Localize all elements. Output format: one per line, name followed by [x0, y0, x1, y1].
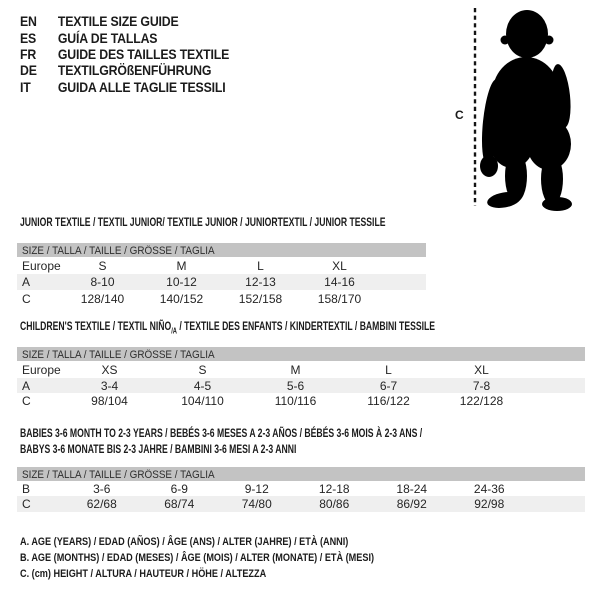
row-label: C: [22, 497, 31, 511]
table-cell: 62/68: [86, 497, 117, 511]
row-label: Europe: [22, 362, 61, 377]
table-cell: S: [198, 362, 207, 377]
table-cell: 116/122: [367, 394, 410, 408]
junior-section-title: JUNIOR TEXTILE / TEXTIL JUNIOR/ TEXTILE JUNIOR / JUNIORTEXTIL / JUNIOR TESSILE: [20, 215, 386, 229]
table-row-height: [17, 496, 585, 512]
language-label: GUIDA ALLE TAGLIE TESSILI: [57, 78, 226, 95]
language-label: GUÍA DE TALLAS: [57, 29, 158, 46]
language-row-it: [20, 79, 229, 95]
table-row-europe: [17, 257, 426, 274]
table-cell: 3-6: [93, 481, 111, 496]
row-label: B: [22, 481, 31, 496]
language-code: DE: [20, 62, 37, 79]
language-code: FR: [20, 45, 37, 62]
size-header-bar: [17, 347, 585, 361]
table-cell: 110/116: [274, 394, 317, 408]
table-cell: XL: [474, 362, 489, 377]
babies-size-table: [17, 467, 585, 512]
size-header-text: SIZE / TALLA / TAILLE / GRÖSSE / TAGLIA: [22, 245, 215, 257]
table-cell: 152/158: [238, 291, 283, 306]
table-cell: XL: [332, 258, 347, 273]
size-header-text: SIZE / TALLA / TAILLE / GRÖSSE / TAGLIA: [22, 349, 215, 361]
row-label: C: [22, 394, 31, 408]
table-cell: 18-24: [396, 481, 428, 496]
table-cell: 7-8: [472, 378, 491, 393]
table-cell: 10-12: [166, 275, 197, 289]
size-header-bar: [17, 467, 585, 481]
table-cell: 24-36: [473, 481, 505, 496]
baby-silhouette-icon: [440, 0, 600, 215]
babies-section-title-line2: BABYS 3-6 MONATE BIS 2-3 JAHRE / BAMBINI 3-6 MESI A 2-3 ANNI: [20, 442, 297, 456]
baby-silhouette-shape: [479, 10, 574, 211]
table-row-height: [17, 393, 585, 409]
table-cell: 5-6: [286, 378, 305, 393]
table-row-europe: [17, 361, 585, 378]
children-title-part1: CHILDREN'S TEXTILE / TEXTIL NIÑO: [20, 319, 172, 333]
table-cell: 122/128: [459, 394, 504, 408]
table-cell: M: [176, 258, 187, 273]
table-cell: 14-16: [324, 275, 355, 289]
table-cell: L: [257, 258, 264, 273]
language-list: [20, 13, 229, 95]
table-cell: 4-5: [193, 378, 212, 393]
table-cell: S: [98, 258, 107, 273]
table-cell: 12-13: [245, 275, 276, 289]
table-cell: 158/170: [317, 291, 362, 306]
footnote-b: B. AGE (MONTHS) / EDAD (MESES) / ÂGE (MOIS) / ALTER (MONATE) / ETÀ (MESI): [20, 552, 375, 564]
table-row-age: [17, 274, 426, 290]
table-cell: 104/110: [181, 394, 224, 408]
table-cell: 12-18: [318, 481, 350, 496]
language-code: EN: [20, 13, 37, 30]
size-header-bar: [17, 243, 426, 257]
table-cell: 98/104: [91, 394, 128, 408]
children-title-part2: / TEXTILE DES ENFANTS / KINDERTEXTIL / BAMBINI TESSILE: [176, 319, 436, 333]
table-row-age-months: [17, 481, 585, 496]
row-label: Europe: [22, 258, 61, 273]
table-cell: 3-4: [100, 378, 119, 393]
language-code: ES: [20, 29, 37, 46]
language-row-en: [20, 13, 229, 29]
junior-size-table: [17, 243, 426, 307]
table-cell: 140/152: [159, 291, 204, 306]
language-label: GUIDE DES TAILLES TEXTILE: [57, 45, 230, 62]
table-cell: 8-10: [90, 275, 115, 289]
table-cell: 6-9: [170, 481, 188, 496]
table-cell: 92/98: [474, 497, 505, 511]
row-label: C: [22, 291, 31, 306]
table-row-age: [17, 378, 585, 393]
row-label: A: [22, 378, 31, 393]
language-row-fr: [20, 46, 229, 62]
table-cell: 9-12: [244, 481, 269, 496]
language-row-de: [20, 62, 229, 78]
table-cell: M: [290, 362, 301, 377]
row-label: A: [22, 275, 31, 289]
footnote-c: C. (cm) HEIGHT / ALTURA / HAUTEUR / HÖHE / ALTEZZA: [20, 568, 267, 580]
table-cell: 68/74: [164, 497, 195, 511]
table-cell: 74/80: [241, 497, 272, 511]
language-code: IT: [20, 78, 31, 95]
language-label: TEXTILGRÖßENFÜHRUNG: [57, 62, 212, 79]
height-marker-label: C: [455, 108, 464, 122]
table-cell: 86/92: [396, 497, 427, 511]
babies-section-title-line1: BABIES 3-6 MONTH TO 2-3 YEARS / BEBÉS 3-6 MESES A 2-3 AÑOS / BÉBÉS 3-6 MOIS À 2-3 ANS /: [20, 426, 423, 440]
table-row-height: [17, 290, 426, 307]
table-cell: 128/140: [80, 291, 125, 306]
footnote-a: A. AGE (YEARS) / EDAD (AÑOS) / ÂGE (ANS) / ALTER (JAHRE) / ETÀ (ANNI): [20, 536, 349, 548]
children-section-title: [20, 319, 436, 336]
children-size-table: [17, 347, 585, 409]
table-cell: 6-7: [379, 378, 398, 393]
children-title-subscript: /A: [171, 326, 177, 336]
language-row-es: [20, 29, 229, 45]
size-header-text: SIZE / TALLA / TAILLE / GRÖSSE / TAGLIA: [22, 469, 215, 481]
table-cell: XS: [101, 362, 118, 377]
language-label: TEXTILE SIZE GUIDE: [57, 13, 179, 30]
table-cell: L: [385, 362, 392, 377]
table-cell: 80/86: [319, 497, 350, 511]
